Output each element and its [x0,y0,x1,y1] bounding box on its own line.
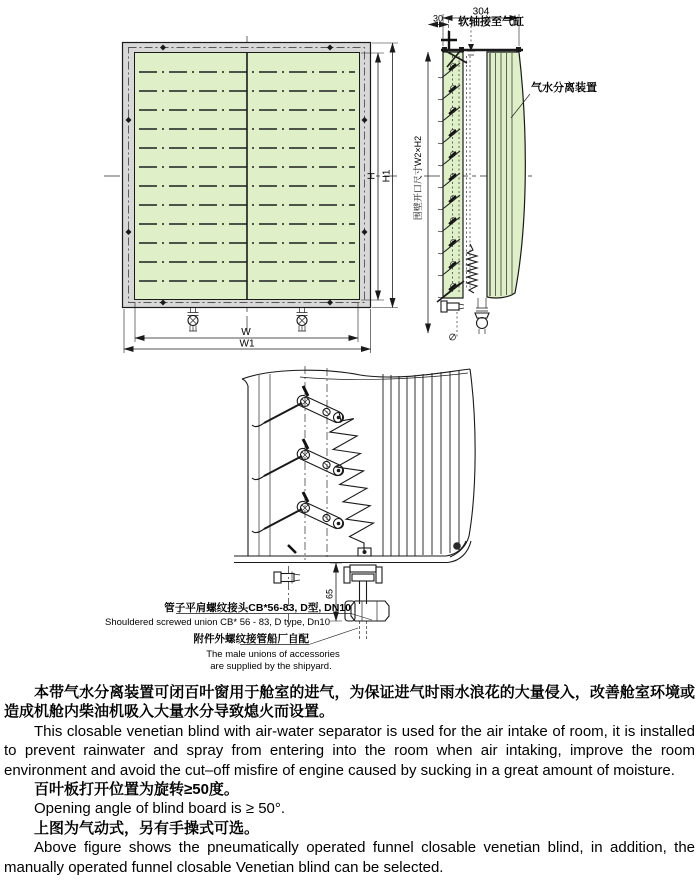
dim-w1-label: W1 [239,338,255,350]
side-bottom-fittings [441,298,489,340]
louver-bracket-2 [252,439,344,480]
louver-bracket-1 [252,386,344,427]
description-zh-2: 百叶板打开位置为旋转≥50度。 [34,781,239,799]
fitting-label-en2: are supplied by the shipyard. [210,661,332,672]
dim-304-label: 304 [472,6,490,18]
side-spring [467,244,477,293]
detail-separator-strips [383,370,459,556]
union-label-en: Shouldered screwed union CB* 56 - 83, D type, Dn10 [105,617,330,628]
detail-top-curve [242,369,470,379]
description-zh-1: 本带气水分离装置可闭百叶窗用于舱室的进气，为保证进气时雨水浪花的大量侵入，改善舱室环境或造成机舱内柴油机吸入大量水分导致熄火而设置。 [4,684,695,721]
fitting-label-en1: The male unions of accessories [206,649,340,660]
dim-w-label: W [241,327,251,338]
description-en-2: Opening angle of blind board is ≥ 50°. [34,800,286,818]
drain-fitting-left [188,308,199,332]
wall-opening-dim-label: 围壁开口尺寸W2×H2 [413,135,423,221]
dim-30 [429,14,449,39]
detail-bottom-plate [234,541,471,563]
side-view [412,7,597,341]
separator-label: 气水分离装置 [531,82,597,94]
union-label-zh: 管子平肩螺纹接头CB*56-83, D型, DN10 [164,602,351,614]
description-block [0,680,700,877]
dim-h1-label: H1 [381,169,393,183]
detail-left-wall [242,379,248,556]
description-zh-3: 上图为气动式，另有手操式可选。 [34,819,260,837]
description-en-1: This closable venetian blind with air-water separator is used for the air intake of room, it is installed to prevent rainwater and spray from entering into the room when air intaking, improve the room environment and avoid the cut–off misfire of engine caused by sucking in a great amount of moisture. [4,722,695,779]
dim-65-label: 65 [324,588,335,600]
front-view [104,36,398,353]
union-callout [105,601,372,672]
dim-h-label: H [366,172,378,180]
louver-bracket-3 [252,492,344,533]
detail-view [105,366,475,672]
plate-bolt [274,566,300,624]
flexible-shaft-label: 软轴接至气缸 [458,16,524,28]
drain-fitting-right [297,308,308,332]
closing-spring [330,412,374,550]
description-en-3: Above figure shows the pneumatically operated funnel closable venetian blind, in addition, the manually operated funnel closable Venetian blind can be selected. [4,839,695,876]
fitting-label-zh: 附件外螺纹接管船厂自配 [193,633,309,645]
dim-30-label: 30 [432,13,444,24]
detail-right-edge [450,369,475,557]
separator-panel [487,52,525,298]
